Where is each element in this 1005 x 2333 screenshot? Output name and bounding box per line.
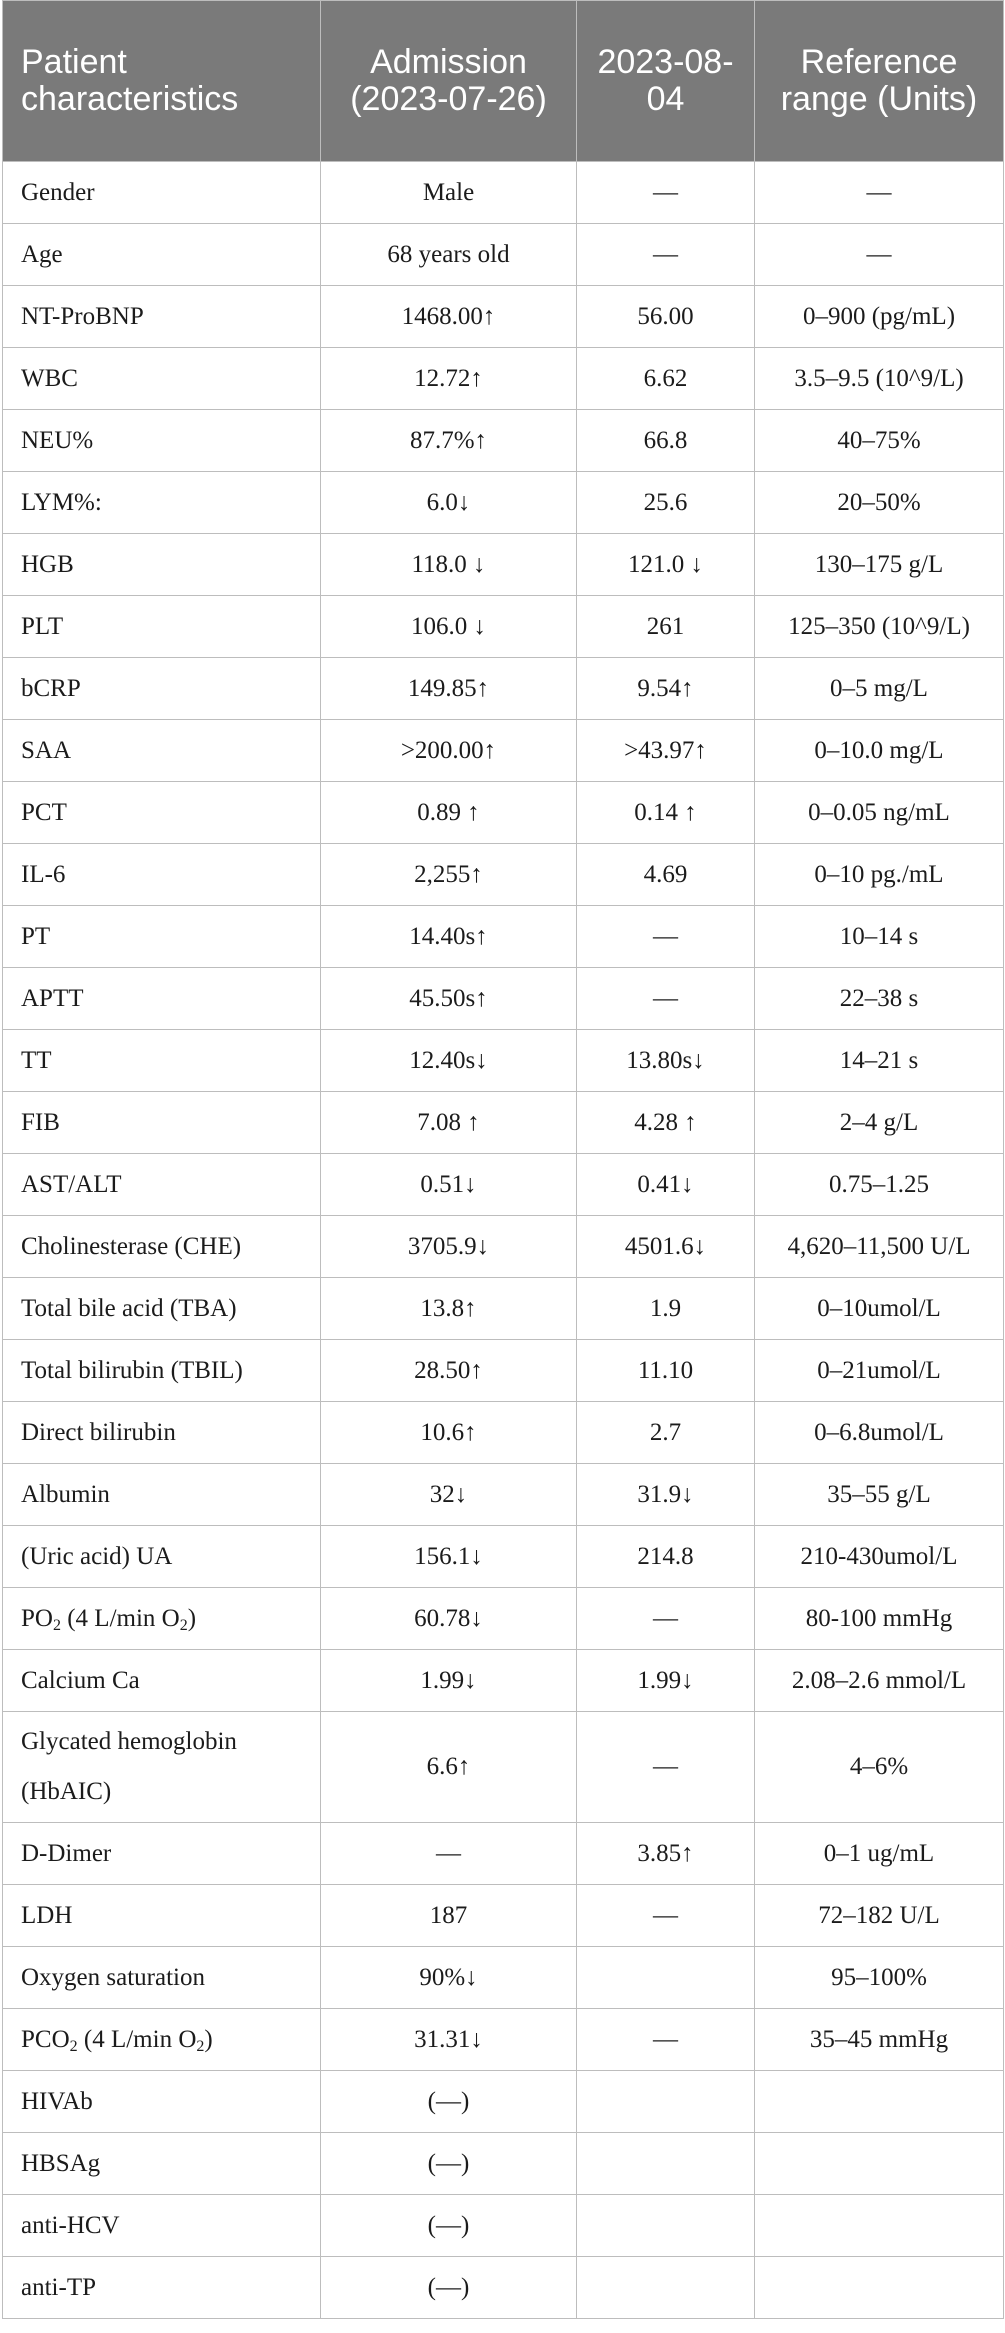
param-cell: Glycated hemoglobin (HbAIC) [3, 1712, 321, 1823]
reference-cell: 72–182 U/L [755, 1885, 1004, 1947]
followup-cell: 25.6 [577, 472, 755, 534]
admission-cell: 68 years old [321, 224, 577, 286]
followup-cell: 121.0 ↓ [577, 534, 755, 596]
table-row [3, 224, 1004, 286]
admission-cell: 32↓ [321, 1464, 577, 1526]
followup-cell: — [577, 224, 755, 286]
followup-cell: 9.54↑ [577, 658, 755, 720]
table-row [3, 906, 1004, 968]
table-row [3, 720, 1004, 782]
admission-cell: 10.6↑ [321, 1402, 577, 1464]
table-row [3, 2009, 1004, 2071]
param-cell: HGB [3, 534, 321, 596]
reference-cell: 4–6% [755, 1712, 1004, 1823]
admission-cell: Male [321, 162, 577, 224]
reference-cell: 0–10umol/L [755, 1278, 1004, 1340]
param-cell: Direct bilirubin [3, 1402, 321, 1464]
admission-cell: 6.6↑ [321, 1712, 577, 1823]
admission-cell: (—) [321, 2133, 577, 2195]
table-row [3, 1464, 1004, 1526]
followup-cell [577, 2257, 755, 2319]
param-cell: HIVAb [3, 2071, 321, 2133]
admission-cell: 87.7%↑ [321, 410, 577, 472]
table-row [3, 2195, 1004, 2257]
reference-cell [755, 2257, 1004, 2319]
followup-cell [577, 2071, 755, 2133]
admission-cell: 7.08 ↑ [321, 1092, 577, 1154]
param-text: (4 L/min O [60, 1604, 180, 1632]
reference-cell: 2.08–2.6 mmol/L [755, 1650, 1004, 1712]
reference-cell: 10–14 s [755, 906, 1004, 968]
admission-cell: (—) [321, 2257, 577, 2319]
param-text: ) [204, 2025, 213, 2053]
lab-results-table-container [2, 0, 1003, 2319]
reference-cell: — [755, 162, 1004, 224]
followup-cell: 4501.6↓ [577, 1216, 755, 1278]
param-text: PO [21, 1604, 53, 1632]
followup-cell: 4.28 ↑ [577, 1092, 755, 1154]
param-cell: LYM%: [3, 472, 321, 534]
table-row [3, 2257, 1004, 2319]
table-row [3, 844, 1004, 906]
reference-cell [755, 2195, 1004, 2257]
param-cell: TT [3, 1030, 321, 1092]
reference-cell: 0–5 mg/L [755, 658, 1004, 720]
reference-cell: 0–10.0 mg/L [755, 720, 1004, 782]
header-reference-range: Reference range (Units) [755, 1, 1004, 162]
followup-cell: 31.9↓ [577, 1464, 755, 1526]
param-cell: SAA [3, 720, 321, 782]
admission-cell: 14.40s↑ [321, 906, 577, 968]
table-row [3, 162, 1004, 224]
admission-cell: 12.40s↓ [321, 1030, 577, 1092]
param-cell: IL-6 [3, 844, 321, 906]
table-row [3, 1154, 1004, 1216]
reference-cell: 0.75–1.25 [755, 1154, 1004, 1216]
param-cell: Oxygen saturation [3, 1947, 321, 2009]
admission-cell: 45.50s↑ [321, 968, 577, 1030]
param-cell: Albumin [3, 1464, 321, 1526]
param-cell [3, 1588, 321, 1650]
reference-cell: 3.5–9.5 (10^9/L) [755, 348, 1004, 410]
table-row [3, 1092, 1004, 1154]
table-row [3, 1278, 1004, 1340]
table-row [3, 2071, 1004, 2133]
reference-cell: 125–350 (10^9/L) [755, 596, 1004, 658]
followup-cell: — [577, 1712, 755, 1823]
reference-cell: 35–55 g/L [755, 1464, 1004, 1526]
followup-cell: 56.00 [577, 286, 755, 348]
header-row [3, 1, 1004, 162]
admission-cell: (—) [321, 2195, 577, 2257]
admission-cell: >200.00↑ [321, 720, 577, 782]
param-cell: D-Dimer [3, 1823, 321, 1885]
table-row [3, 348, 1004, 410]
param-cell: NEU% [3, 410, 321, 472]
reference-cell: 0–21umol/L [755, 1340, 1004, 1402]
param-cell: AST/ALT [3, 1154, 321, 1216]
param-cell: bCRP [3, 658, 321, 720]
admission-cell: 149.85↑ [321, 658, 577, 720]
table-row [3, 472, 1004, 534]
followup-cell: >43.97↑ [577, 720, 755, 782]
table-row [3, 410, 1004, 472]
table-row [3, 596, 1004, 658]
reference-cell: 4,620–11,500 U/L [755, 1216, 1004, 1278]
reference-cell: 22–38 s [755, 968, 1004, 1030]
param-cell: Age [3, 224, 321, 286]
reference-cell: 0–0.05 ng/mL [755, 782, 1004, 844]
reference-cell: 210-430umol/L [755, 1526, 1004, 1588]
param-text: (4 L/min O [77, 2025, 197, 2053]
followup-cell: 11.10 [577, 1340, 755, 1402]
table-row [3, 1216, 1004, 1278]
param-cell: Gender [3, 162, 321, 224]
table-row [3, 286, 1004, 348]
admission-cell: 60.78↓ [321, 1588, 577, 1650]
followup-cell [577, 1947, 755, 2009]
reference-cell: — [755, 224, 1004, 286]
admission-cell: 3705.9↓ [321, 1216, 577, 1278]
header-patient-characteristics: Patient characteristics [3, 1, 321, 162]
followup-cell [577, 2195, 755, 2257]
followup-cell: 2.7 [577, 1402, 755, 1464]
followup-cell: 4.69 [577, 844, 755, 906]
followup-cell: — [577, 968, 755, 1030]
followup-cell: — [577, 2009, 755, 2071]
admission-cell: 12.72↑ [321, 348, 577, 410]
reference-cell: 20–50% [755, 472, 1004, 534]
table-row [3, 658, 1004, 720]
table-row [3, 1885, 1004, 1947]
admission-cell: — [321, 1823, 577, 1885]
param-cell: Total bilirubin (TBIL) [3, 1340, 321, 1402]
param-text: PCO [21, 2025, 70, 2053]
reference-cell: 0–900 (pg/mL) [755, 286, 1004, 348]
param-cell [3, 2009, 321, 2071]
followup-cell: — [577, 162, 755, 224]
param-subscript: 2 [52, 1616, 61, 1634]
admission-cell: 31.31↓ [321, 2009, 577, 2071]
param-cell: LDH [3, 1885, 321, 1947]
table-header [3, 1, 1004, 162]
param-cell: FIB [3, 1092, 321, 1154]
param-cell: anti-TP [3, 2257, 321, 2319]
param-subscript: 2 [196, 2037, 205, 2055]
table-row [3, 1823, 1004, 1885]
param-cell: PT [3, 906, 321, 968]
reference-cell: 80-100 mmHg [755, 1588, 1004, 1650]
table-row [3, 1030, 1004, 1092]
followup-cell: 66.8 [577, 410, 755, 472]
param-cell: WBC [3, 348, 321, 410]
table-row [3, 1340, 1004, 1402]
param-subscript: 2 [179, 1616, 188, 1634]
param-cell: (Uric acid) UA [3, 1526, 321, 1588]
followup-cell: 1.99↓ [577, 1650, 755, 1712]
reference-cell: 0–1 ug/mL [755, 1823, 1004, 1885]
admission-cell: 118.0 ↓ [321, 534, 577, 596]
followup-cell [577, 2133, 755, 2195]
param-cell: Total bile acid (TBA) [3, 1278, 321, 1340]
param-text: ) [187, 1604, 197, 1632]
table-row [3, 782, 1004, 844]
param-cell: Calcium Ca [3, 1650, 321, 1712]
header-admission: Admission (2023-07-26) [321, 1, 577, 162]
reference-cell: 0–6.8umol/L [755, 1402, 1004, 1464]
param-cell: HBSAg [3, 2133, 321, 2195]
admission-cell: 2,255↑ [321, 844, 577, 906]
table-row [3, 1712, 1004, 1823]
followup-cell: — [577, 1588, 755, 1650]
admission-cell: 90%↓ [321, 1947, 577, 2009]
table-row [3, 1402, 1004, 1464]
param-cell: PCT [3, 782, 321, 844]
reference-cell: 0–10 pg./mL [755, 844, 1004, 906]
admission-cell: 156.1↓ [321, 1526, 577, 1588]
admission-cell: 1468.00↑ [321, 286, 577, 348]
reference-cell: 14–21 s [755, 1030, 1004, 1092]
param-cell: Cholinesterase (CHE) [3, 1216, 321, 1278]
param-cell: APTT [3, 968, 321, 1030]
followup-cell: 6.62 [577, 348, 755, 410]
lab-results-table [2, 0, 1004, 2319]
reference-cell [755, 2133, 1004, 2195]
table-row [3, 1947, 1004, 2009]
reference-cell: 40–75% [755, 410, 1004, 472]
table-row [3, 1526, 1004, 1588]
admission-cell: 0.89 ↑ [321, 782, 577, 844]
table-body [3, 162, 1004, 2319]
followup-cell: — [577, 906, 755, 968]
table-row [3, 1650, 1004, 1712]
param-cell: PLT [3, 596, 321, 658]
admission-cell: (—) [321, 2071, 577, 2133]
followup-cell: 1.9 [577, 1278, 755, 1340]
followup-cell: 0.14 ↑ [577, 782, 755, 844]
header-followup-date: 2023-08-04 [577, 1, 755, 162]
admission-cell: 1.99↓ [321, 1650, 577, 1712]
param-subscript: 2 [69, 2037, 78, 2055]
reference-cell [755, 2071, 1004, 2133]
admission-cell: 106.0 ↓ [321, 596, 577, 658]
followup-cell: 3.85↑ [577, 1823, 755, 1885]
admission-cell: 0.51↓ [321, 1154, 577, 1216]
followup-cell: 261 [577, 596, 755, 658]
table-row [3, 534, 1004, 596]
param-cell: anti-HCV [3, 2195, 321, 2257]
reference-cell: 35–45 mmHg [755, 2009, 1004, 2071]
followup-cell: 0.41↓ [577, 1154, 755, 1216]
admission-cell: 28.50↑ [321, 1340, 577, 1402]
table-row [3, 2133, 1004, 2195]
admission-cell: 187 [321, 1885, 577, 1947]
followup-cell: — [577, 1885, 755, 1947]
reference-cell: 95–100% [755, 1947, 1004, 2009]
param-cell: NT-ProBNP [3, 286, 321, 348]
admission-cell: 6.0↓ [321, 472, 577, 534]
table-row [3, 1588, 1004, 1650]
followup-cell: 13.80s↓ [577, 1030, 755, 1092]
admission-cell: 13.8↑ [321, 1278, 577, 1340]
table-row [3, 968, 1004, 1030]
followup-cell: 214.8 [577, 1526, 755, 1588]
reference-cell: 130–175 g/L [755, 534, 1004, 596]
reference-cell: 2–4 g/L [755, 1092, 1004, 1154]
